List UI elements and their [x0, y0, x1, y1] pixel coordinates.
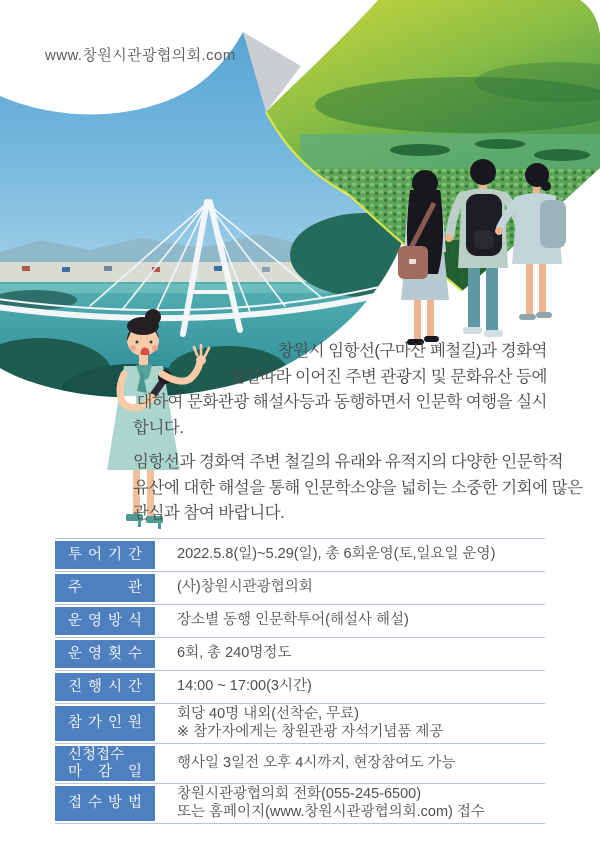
intro-p1-line: 대하여 문화관광 해설사등과 동행하면서 인문학 여행을 실시	[136, 393, 547, 411]
row-label: 참 가 인 원	[55, 706, 155, 741]
table-row	[55, 783, 545, 823]
row-value: 행사일 3일전 오후 4시까지, 현장참여도 가능	[177, 754, 456, 771]
table-row	[55, 538, 545, 571]
row-value: 14:00 ~ 17:00(3시간)	[177, 678, 312, 695]
intro-paragraph-2	[133, 450, 583, 527]
row-value: 장소별 동행 인문학투어(해설사 해설)	[177, 612, 409, 629]
row-value: 2022.5.8(일)~5.29(일), 총 6회운영(토,일요일 운영)	[177, 546, 496, 563]
intro-p1-line: 철길따라 이어진 주변 관광지 및 문화유산 등에	[229, 367, 547, 386]
row-value: (사)창원시관광협의회	[177, 579, 313, 596]
table-row	[55, 637, 545, 670]
intro-p1-line: 합니다.	[133, 418, 184, 437]
site-url: www.창원시관광협의회.com	[45, 47, 236, 64]
intro-p2-line: 관심과 참여 바랍니다.	[133, 504, 285, 522]
row-label: 진 행 시 간	[55, 673, 155, 701]
row-label: 운 영 방 식	[55, 607, 155, 635]
table-row	[55, 571, 545, 604]
intro-p2-line: 임항선과 경화역 주변 철길의 유래와 유적지의 다양한 인문학적	[133, 453, 564, 471]
table-row	[55, 703, 545, 743]
row-value: 회당 40명 내외(선착순, 무료) ※ 참가자에게는 창원관광 자석기념품 제공	[177, 706, 444, 740]
table-row	[55, 604, 545, 637]
row-value: 창원시관광협의회 전화(055-245-6500) 또는 홈페이지(www.창원시관광협의회.com) 접수	[177, 786, 485, 820]
table-row	[55, 670, 545, 703]
tour-info-table	[55, 538, 545, 824]
intro-paragraph-1	[133, 339, 547, 441]
row-label: 투 어 기 간	[55, 541, 155, 569]
row-label: 접 수 방 법	[55, 786, 155, 821]
row-label: 운 영 횟 수	[55, 640, 155, 668]
table-row	[55, 743, 545, 783]
row-label: 주 관	[55, 574, 155, 602]
intro-p1-line: 창원시 임항선(구마산 폐철길)과 경화역	[277, 342, 547, 360]
row-value: 6회, 총 240명정도	[177, 645, 292, 662]
intro-p2-line: 유산에 대한 해설을 통해 인문학소양을 넓히는 소중한 기회에 많은	[133, 478, 583, 497]
row-label: 신청접수 마 감 일	[55, 746, 155, 781]
